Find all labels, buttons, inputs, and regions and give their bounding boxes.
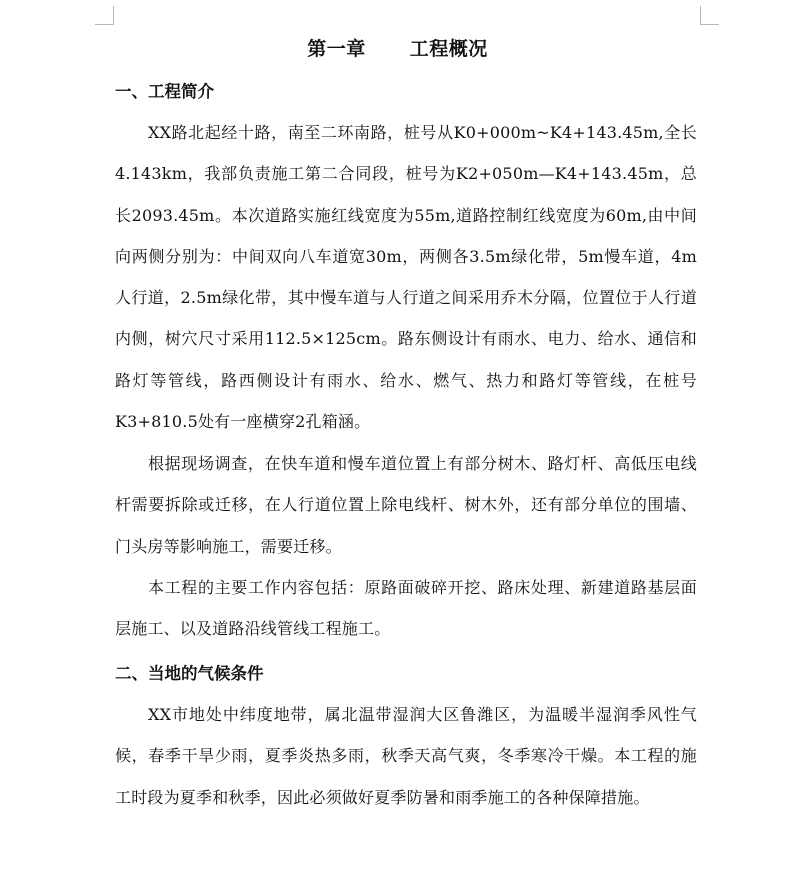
section-heading-project-intro: 一、工程简介 xyxy=(115,82,214,101)
paragraph-project-overview: XX路北起经十路，南至二环南路，桩号从K0+000m~K4+143.45m,全长4.143km，我部负责施工第二合同段，桩号为K2+050m—K4+143.45m，总长2093.45m。本次道路实施红线宽度为55m,道路控制红线宽度为60m,由中间向两侧分别为：中间双向八车道宽30m，两侧各3.5m绿化带，5m慢车道，4m人行道，2.5m绿化带，其中慢车道与人行道之间采用乔木分隔，位置位于人行道内侧，树穴尺寸采用112.5×125cm。路东侧设计有雨水、电力、给水、通信和路灯等管线，路西侧设计有雨水、给水、燃气、热力和路灯等管线，在桩号K3+810.5处有一座横穿2孔箱涵。 xyxy=(115,123,697,432)
paragraph-climate: XX市地处中纬度地带，属北温带湿润大区鲁潍区，为温暖半湿润季风性气候，春季干旱少雨，夏季炎热多雨，秋季天高气爽，冬季寒冷干燥。本工程的施工时段为夏季和秋季，因此必须做好夏季防暑和雨季施工的各种保障措施。 xyxy=(115,705,697,807)
chapter-name: 工程概况 xyxy=(409,38,488,60)
crop-mark-top-right xyxy=(700,6,719,25)
paragraph-site-investigation: 根据现场调查，在快车道和慢车道位置上有部分树木、路灯杆、高低压电线杆需要拆除或迁移，在人行道位置上除电线杆、树木外，还有部分单位的围墙、门头房等影响施工，需要迁移。 xyxy=(115,454,697,556)
crop-mark-top-left xyxy=(95,6,114,25)
section-heading-climate: 二、当地的气候条件 xyxy=(115,664,264,683)
chapter-title xyxy=(0,34,795,61)
chapter-number: 第一章 xyxy=(307,38,366,60)
paragraph-main-work: 本工程的主要工作内容包括：原路面破碎开挖、路床处理、新建道路基层面层施工、以及道路沿线管线工程施工。 xyxy=(115,578,697,639)
